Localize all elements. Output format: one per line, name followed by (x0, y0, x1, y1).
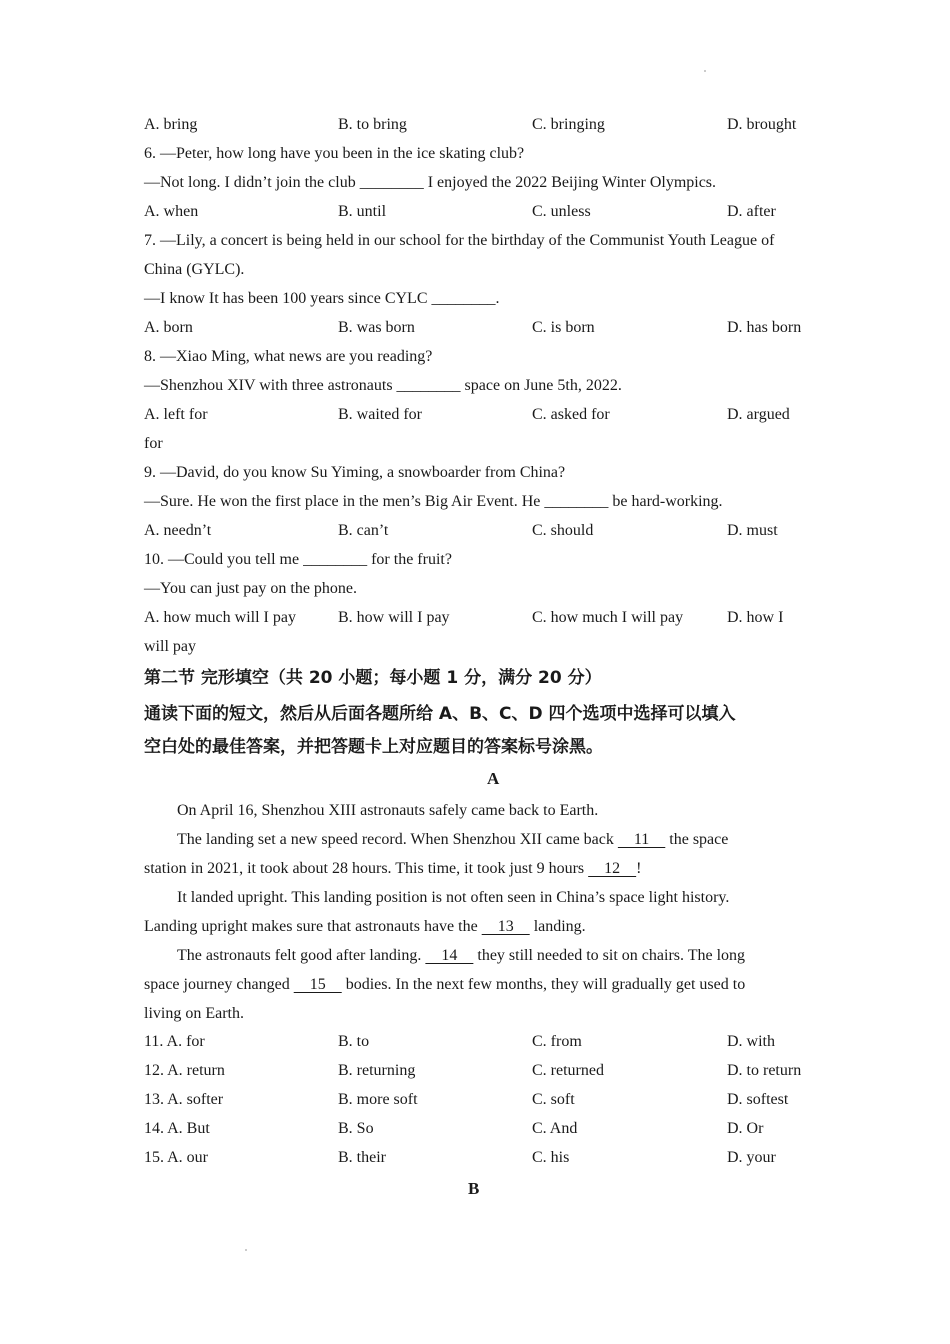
blank-15: 15 (293, 976, 342, 993)
q14-option-b: B. So (338, 1120, 374, 1137)
q8-option-c: C. asked for (532, 406, 610, 423)
q10-question: 10. —Could you tell me ________ for the fruit? (144, 551, 452, 568)
scan-speck (704, 70, 706, 72)
q9-option-c: C. should (532, 522, 594, 539)
q10-option-d: D. how I (727, 609, 784, 626)
passage-a-p1: On April 16, Shenzhou XIII astronauts safely came back to Earth. (177, 802, 599, 819)
q9-option-b: B. can’t (338, 522, 389, 539)
q6-question: 6. —Peter, how long have you been in the ice skating club? (144, 145, 525, 162)
passage-a-p4-line3: living on Earth. (144, 1005, 244, 1022)
q7-option-d: D. has born (727, 319, 802, 336)
section2-instructions-2: 空白处的最佳答案，并把答题卡上对应题目的答案标号涂黑。 (144, 737, 603, 757)
q6-option-c: C. unless (532, 203, 591, 220)
q5-option-a: A. bring (144, 116, 198, 133)
q12-option-a: 12. A. return (144, 1062, 225, 1079)
q5-option-b: B. to bring (338, 116, 407, 133)
text-run: they still needed to sit on chairs. The long (473, 947, 746, 964)
section2-instructions-1: 通读下面的短文，然后从后面各题所给 A、B、C、D 四个选项中选择可以填入 (144, 704, 736, 724)
q13-option-d: D. softest (727, 1091, 789, 1108)
q9-question: 9. —David, do you know Su Yiming, a snowboarder from China? (144, 464, 566, 481)
q15-option-d: D. your (727, 1149, 776, 1166)
q8-option-d-wrap: for (144, 435, 163, 452)
q14-option-a: 14. A. But (144, 1120, 210, 1137)
passage-a-p3-line1: It landed upright. This landing position is not often seen in China’s space light history. (177, 889, 730, 906)
text-run: space journey changed (144, 976, 294, 993)
q10-response: —You can just pay on the phone. (144, 580, 358, 597)
blank-13: 13 (481, 918, 530, 935)
q9-response: —Sure. He won the first place in the men’s Big Air Event. He ________ be hard-working. (144, 493, 723, 510)
q13-option-b: B. more soft (338, 1091, 418, 1108)
passage-a-p4-line1 (177, 946, 745, 966)
q9-option-d: D. must (727, 522, 778, 539)
scan-speck (245, 1249, 247, 1251)
blank-11: 11 (617, 831, 666, 848)
section2-title: 第二节 完形填空（共 20 小题；每小题 1 分，满分 20 分） (144, 668, 602, 688)
q14-option-d: D. Or (727, 1120, 764, 1137)
q13-option-c: C. soft (532, 1091, 575, 1108)
q13-option-a: 13. A. softer (144, 1091, 224, 1108)
passage-a-heading: A (487, 769, 500, 788)
text-run: ! (636, 860, 642, 877)
q8-option-d: D. argued (727, 406, 790, 423)
q9-option-a: A. needn’t (144, 522, 212, 539)
q12-option-b: B. returning (338, 1062, 416, 1079)
q10-option-a: A. how much will I pay (144, 609, 296, 626)
passage-b-heading: B (468, 1179, 480, 1198)
q10-option-d-wrap: will pay (144, 638, 196, 655)
q15-option-c: C. his (532, 1149, 570, 1166)
q6-response: —Not long. I didn’t join the club ________ I enjoyed the 2022 Beijing Winter Olympics. (144, 174, 717, 191)
q7-option-a: A. born (144, 319, 193, 336)
passage-a-p3-line2 (144, 917, 586, 937)
q15-option-b: B. their (338, 1149, 386, 1166)
q11-option-d: D. with (727, 1033, 775, 1050)
passage-a-p2-line2 (144, 859, 641, 879)
q14-option-c: C. And (532, 1120, 578, 1137)
q15-option-a: 15. A. our (144, 1149, 208, 1166)
q6-option-d: D. after (727, 203, 776, 220)
text-run: The astronauts felt good after landing. (177, 947, 426, 964)
q8-option-a: A. left for (144, 406, 208, 423)
q8-response: —Shenzhou XIV with three astronauts ________ space on June 5th, 2022. (144, 377, 622, 394)
text-run: Landing upright makes sure that astronauts have the (144, 918, 482, 935)
q7-option-b: B. was born (338, 319, 415, 336)
passage-a-p4-line2 (144, 975, 745, 995)
q8-question: 8. —Xiao Ming, what news are you reading? (144, 348, 433, 365)
q10-option-b: B. how will I pay (338, 609, 450, 626)
q5-option-c: C. bringing (532, 116, 605, 133)
q7-response: —I know It has been 100 years since CYLC ________. (144, 290, 500, 307)
q7-question: 7. —Lily, a concert is being held in our school for the birthday of the Communist Youth League of (144, 232, 775, 249)
q12-option-d: D. to return (727, 1062, 802, 1079)
text-run: The landing set a new speed record. When Shenzhou XII came back (177, 831, 618, 848)
text-run: bodies. In the next few months, they will gradually get used to (341, 976, 746, 993)
text-run: station in 2021, it took about 28 hours. This time, it took just 9 hours (144, 860, 589, 877)
q6-option-b: B. until (338, 203, 387, 220)
q5-option-d: D. brought (727, 116, 797, 133)
q12-option-c: C. returned (532, 1062, 604, 1079)
q6-option-a: A. when (144, 203, 199, 220)
q11-option-b: B. to (338, 1033, 370, 1050)
q11-option-a: 11. A. for (144, 1033, 205, 1050)
q11-option-c: C. from (532, 1033, 582, 1050)
passage-a-p2-line1 (177, 830, 728, 850)
blank-12: 12 (588, 860, 637, 877)
q10-option-c: C. how much I will pay (532, 609, 684, 626)
text-run: landing. (529, 918, 586, 935)
blank-14: 14 (425, 947, 474, 964)
q8-option-b: B. waited for (338, 406, 422, 423)
q7-option-c: C. is born (532, 319, 595, 336)
text-run: the space (665, 831, 729, 848)
q7-question-cont: China (GYLC). (144, 261, 245, 278)
